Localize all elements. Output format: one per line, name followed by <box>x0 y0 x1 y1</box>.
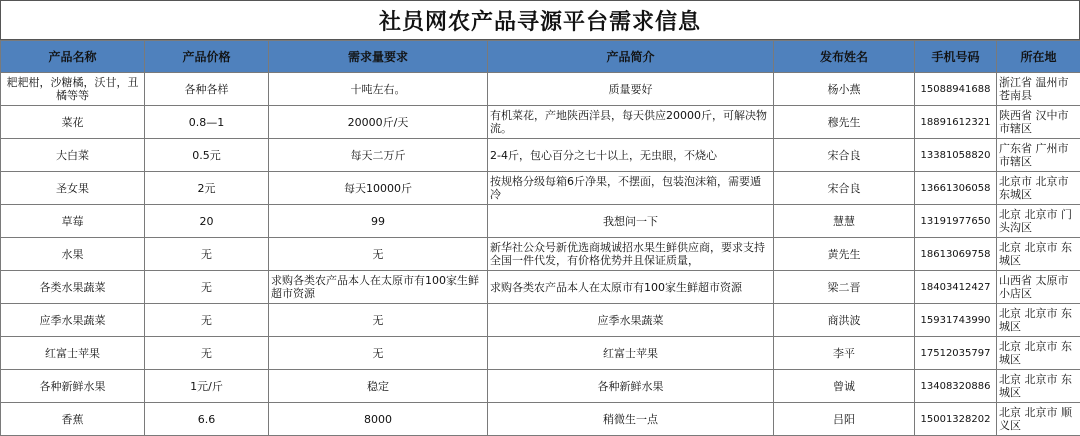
cell-price-text: 0.8—1 <box>147 116 266 129</box>
cell-intro-text: 稍微生一点 <box>490 413 771 426</box>
cell-price[interactable] <box>145 337 269 370</box>
sheet-title: 社员网农产品寻源平台需求信息 <box>0 0 1080 40</box>
cell-product-name[interactable] <box>1 172 145 205</box>
cell-intro[interactable] <box>488 73 774 106</box>
cell-phone[interactable] <box>915 106 997 139</box>
cell-intro-text: 红富士苹果 <box>490 347 771 360</box>
demand-table <box>0 40 1080 436</box>
cell-intro[interactable] <box>488 403 774 436</box>
cell-location-text: 北京 北京市 顺义区 <box>999 406 1078 432</box>
cell-phone[interactable] <box>915 172 997 205</box>
cell-demand-text: 99 <box>271 215 485 228</box>
cell-intro-text: 有机菜花，产地陕西洋县，每天供应20000斤，可解决物流。 <box>490 109 771 135</box>
cell-publisher-text: 慧慧 <box>776 215 912 228</box>
cell-demand[interactable] <box>269 238 488 271</box>
header-row <box>1 41 1080 73</box>
cell-publisher[interactable] <box>774 73 915 106</box>
cell-product-name[interactable] <box>1 205 145 238</box>
cell-publisher-text: 李平 <box>776 347 912 360</box>
cell-publisher-text: 商洪波 <box>776 314 912 327</box>
cell-phone-text: 15088941688 <box>917 83 994 96</box>
cell-product-name[interactable] <box>1 106 145 139</box>
cell-demand-text: 无 <box>271 347 485 360</box>
cell-price-text: 无 <box>147 314 266 327</box>
cell-location[interactable] <box>997 271 1080 304</box>
cell-price[interactable] <box>145 106 269 139</box>
cell-demand-text: 十吨左右。 <box>271 83 485 96</box>
table-row <box>1 73 1080 106</box>
table-row <box>1 139 1080 172</box>
cell-price-text: 6.6 <box>147 413 266 426</box>
cell-publisher[interactable] <box>774 106 915 139</box>
cell-phone[interactable] <box>915 205 997 238</box>
cell-phone[interactable] <box>915 73 997 106</box>
col-header-location[interactable]: 所在地 <box>997 41 1080 73</box>
cell-publisher-text: 穆先生 <box>776 116 912 129</box>
cell-product-name[interactable] <box>1 271 145 304</box>
cell-phone-text: 13408320886 <box>917 380 994 393</box>
cell-demand-text: 20000斤/天 <box>271 116 485 129</box>
cell-product-name-text: 香蕉 <box>3 413 142 426</box>
col-header-phone[interactable]: 手机号码 <box>915 41 997 73</box>
cell-location-text: 北京 北京市 门头沟区 <box>999 208 1078 234</box>
cell-publisher[interactable] <box>774 304 915 337</box>
cell-publisher-text: 宋合良 <box>776 182 912 195</box>
cell-intro-text: 新华社公众号新优选商城诚招水果生鲜供应商，要求支持全国一件代发，有价格优势并且保证质量， <box>490 241 771 267</box>
cell-product-name-text: 红富士苹果 <box>3 347 142 360</box>
table-row <box>1 172 1080 205</box>
cell-location-text: 广东省 广州市 市辖区 <box>999 142 1078 168</box>
cell-phone-text: 13661306058 <box>917 182 994 195</box>
cell-price-text: 无 <box>147 248 266 261</box>
cell-demand-text: 稳定 <box>271 380 485 393</box>
col-header-demand[interactable]: 需求量要求 <box>269 41 488 73</box>
cell-demand-text: 8000 <box>271 413 485 426</box>
cell-intro[interactable] <box>488 271 774 304</box>
cell-phone[interactable] <box>915 337 997 370</box>
cell-location-text: 北京 北京市 东城区 <box>999 307 1078 333</box>
cell-product-name[interactable] <box>1 73 145 106</box>
table-row <box>1 304 1080 337</box>
cell-publisher-text: 宋合良 <box>776 149 912 162</box>
cell-phone-text: 13381058820 <box>917 149 994 162</box>
cell-intro-text: 各种新鲜水果 <box>490 380 771 393</box>
cell-phone[interactable] <box>915 370 997 403</box>
cell-publisher-text: 黄先生 <box>776 248 912 261</box>
cell-publisher-text: 吕阳 <box>776 413 912 426</box>
cell-demand-text: 每天二万斤 <box>271 149 485 162</box>
cell-phone[interactable] <box>915 271 997 304</box>
cell-phone-text: 18403412427 <box>917 281 994 294</box>
table-row <box>1 205 1080 238</box>
cell-demand[interactable] <box>269 337 488 370</box>
cell-demand[interactable] <box>269 403 488 436</box>
cell-price-text: 无 <box>147 347 266 360</box>
cell-intro-text: 我想问一下 <box>490 215 771 228</box>
cell-intro-text: 2-4斤，包心百分之七十以上，无虫眼，不烧心 <box>490 149 771 162</box>
cell-demand[interactable] <box>269 73 488 106</box>
cell-location[interactable] <box>997 304 1080 337</box>
cell-price-text: 1元/斤 <box>147 380 266 393</box>
cell-intro[interactable] <box>488 304 774 337</box>
cell-price-text: 2元 <box>147 182 266 195</box>
cell-phone-text: 13191977650 <box>917 215 994 228</box>
cell-product-name-text: 耙耙柑，沙糖橘，沃甘，丑橘等等 <box>3 76 142 102</box>
cell-phone[interactable] <box>915 403 997 436</box>
col-header-intro[interactable]: 产品简介 <box>488 41 774 73</box>
cell-product-name[interactable] <box>1 139 145 172</box>
cell-price[interactable] <box>145 370 269 403</box>
cell-location-text: 陕西省 汉中市 市辖区 <box>999 109 1078 135</box>
cell-location[interactable] <box>997 73 1080 106</box>
cell-location[interactable] <box>997 238 1080 271</box>
cell-intro-text: 求购各类农产品本人在太原市有100家生鲜超市资源 <box>490 281 771 294</box>
cell-demand[interactable] <box>269 139 488 172</box>
cell-price[interactable] <box>145 403 269 436</box>
cell-price-text: 各种各样 <box>147 83 266 96</box>
cell-demand[interactable] <box>269 172 488 205</box>
cell-location[interactable] <box>997 139 1080 172</box>
cell-location-text: 北京市 北京市 东城区 <box>999 175 1078 201</box>
cell-intro[interactable] <box>488 139 774 172</box>
cell-product-name[interactable] <box>1 403 145 436</box>
cell-demand[interactable] <box>269 106 488 139</box>
cell-publisher[interactable] <box>774 337 915 370</box>
cell-phone-text: 15001328202 <box>917 413 994 426</box>
table-row <box>1 238 1080 271</box>
cell-publisher[interactable] <box>774 139 915 172</box>
cell-product-name-text: 各类水果蔬菜 <box>3 281 142 294</box>
cell-price-text: 0.5元 <box>147 149 266 162</box>
table-row <box>1 370 1080 403</box>
col-header-product-name[interactable]: 产品名称 <box>1 41 145 73</box>
cell-product-name[interactable] <box>1 304 145 337</box>
cell-product-name[interactable] <box>1 337 145 370</box>
cell-price[interactable] <box>145 304 269 337</box>
cell-price-text: 20 <box>147 215 266 228</box>
cell-intro-text: 应季水果蔬菜 <box>490 314 771 327</box>
col-header-publisher[interactable]: 发布姓名 <box>774 41 915 73</box>
cell-publisher[interactable] <box>774 370 915 403</box>
cell-product-name-text: 各种新鲜水果 <box>3 380 142 393</box>
cell-phone-text: 18613069758 <box>917 248 994 261</box>
cell-location[interactable] <box>997 106 1080 139</box>
cell-phone-text: 15931743990 <box>917 314 994 327</box>
cell-product-name-text: 草莓 <box>3 215 142 228</box>
cell-product-name-text: 圣女果 <box>3 182 142 195</box>
cell-demand[interactable] <box>269 271 488 304</box>
cell-location-text: 北京 北京市 东城区 <box>999 340 1078 366</box>
cell-location[interactable] <box>997 205 1080 238</box>
cell-publisher[interactable] <box>774 172 915 205</box>
cell-location[interactable] <box>997 370 1080 403</box>
cell-demand-text: 无 <box>271 248 485 261</box>
cell-intro-text: 质量要好 <box>490 83 771 96</box>
cell-publisher[interactable] <box>774 205 915 238</box>
cell-location-text: 北京 北京市 东城区 <box>999 241 1078 267</box>
cell-phone-text: 17512035797 <box>917 347 994 360</box>
cell-intro[interactable] <box>488 205 774 238</box>
cell-price[interactable] <box>145 73 269 106</box>
cell-price[interactable] <box>145 271 269 304</box>
cell-intro[interactable] <box>488 172 774 205</box>
cell-phone[interactable] <box>915 304 997 337</box>
cell-publisher[interactable] <box>774 271 915 304</box>
cell-demand[interactable] <box>269 304 488 337</box>
cell-location-text: 浙江省 温州市 苍南县 <box>999 76 1078 102</box>
col-header-price[interactable]: 产品价格 <box>145 41 269 73</box>
cell-intro[interactable] <box>488 337 774 370</box>
cell-demand-text: 求购各类农产品本人在太原市有100家生鲜超市资源 <box>271 274 485 300</box>
cell-price[interactable] <box>145 139 269 172</box>
cell-location[interactable] <box>997 337 1080 370</box>
cell-publisher[interactable] <box>774 238 915 271</box>
cell-intro[interactable] <box>488 106 774 139</box>
cell-price[interactable] <box>145 238 269 271</box>
cell-location[interactable] <box>997 403 1080 436</box>
cell-intro[interactable] <box>488 370 774 403</box>
cell-price[interactable] <box>145 172 269 205</box>
cell-publisher-text: 杨小燕 <box>776 83 912 96</box>
cell-location[interactable] <box>997 172 1080 205</box>
cell-price[interactable] <box>145 205 269 238</box>
cell-phone-text: 18891612321 <box>917 116 994 129</box>
table-row <box>1 403 1080 436</box>
cell-intro[interactable] <box>488 238 774 271</box>
cell-product-name-text: 菜花 <box>3 116 142 129</box>
table-row <box>1 106 1080 139</box>
cell-intro-text: 按规格分级每箱6斤净果，不摆面，包装泡沫箱，需要遁冷 <box>490 175 771 201</box>
cell-publisher[interactable] <box>774 403 915 436</box>
cell-location-text: 北京 北京市 东城区 <box>999 373 1078 399</box>
cell-location-text: 山西省 太原市 小店区 <box>999 274 1078 300</box>
cell-demand-text: 每天10000斤 <box>271 182 485 195</box>
table-row <box>1 271 1080 304</box>
cell-product-name-text: 大白菜 <box>3 149 142 162</box>
table-row <box>1 337 1080 370</box>
cell-demand[interactable] <box>269 370 488 403</box>
cell-product-name-text: 水果 <box>3 248 142 261</box>
cell-demand[interactable] <box>269 205 488 238</box>
cell-phone[interactable] <box>915 238 997 271</box>
cell-publisher-text: 曾诚 <box>776 380 912 393</box>
cell-product-name-text: 应季水果蔬菜 <box>3 314 142 327</box>
cell-demand-text: 无 <box>271 314 485 327</box>
cell-product-name[interactable] <box>1 370 145 403</box>
cell-price-text: 无 <box>147 281 266 294</box>
cell-product-name[interactable] <box>1 238 145 271</box>
cell-publisher-text: 梁二晋 <box>776 281 912 294</box>
cell-phone[interactable] <box>915 139 997 172</box>
